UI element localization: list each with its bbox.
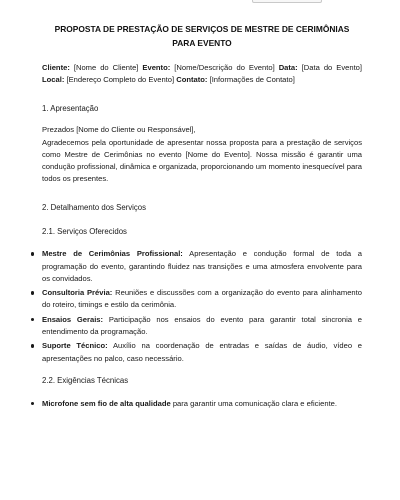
- bullet-icon: [31, 344, 34, 347]
- list-item: [42, 314, 362, 338]
- service-term: Mestre de Cerimônias Profissional:: [42, 249, 183, 259]
- service-term: Suporte Técnico:: [42, 341, 108, 351]
- date-label: Data:: [278, 63, 298, 72]
- service-desc: Reuniões e discussões com a organização do evento para alinhamento do roteiro, timings e estilo da cerimônia.: [42, 288, 362, 310]
- template-header-bar: [0, 0, 400, 6]
- requirement-term: Microfone sem fio de alta qualidade: [42, 398, 171, 408]
- bullet-icon: [31, 291, 34, 294]
- location-value: [Endereço Completo do Evento]: [64, 75, 177, 85]
- intro-paragraph: Agradecemos pela oportunidade de apresentar nossa proposta para a prestação de serviços como Mestre de Cerimônias no evento [Nome do Evento]. Nossa missão é garantir uma condução profissional, dinâmica e organizada, proporcionando um momento inesquecível para todos os presentes.: [42, 137, 362, 184]
- list-item: [42, 248, 362, 285]
- client-info-block: [42, 62, 362, 86]
- client-label: Cliente:: [42, 63, 70, 72]
- bullet-icon: [31, 318, 34, 321]
- list-item: [42, 287, 362, 311]
- document-page: [42, 22, 362, 412]
- date-value: [Data do Evento]: [297, 63, 363, 72]
- document-title: [42, 22, 362, 50]
- subsection-heading-services: 2.1. Serviços Oferecidos: [42, 227, 127, 237]
- document-title-line-1: PROPOSTA DE PRESTAÇÃO DE SERVIÇOS DE MESTRE DE CERIMÔNIAS: [54, 24, 350, 34]
- requirements-list: [42, 398, 362, 410]
- section-heading-details: 2. Detalhamento dos Serviços: [42, 203, 147, 213]
- event-value: [Nome/Descrição do Evento]: [170, 63, 279, 72]
- service-desc: Participação nos ensaios do evento para garantir total sincronia e entendimento da programação.: [42, 314, 363, 337]
- requirement-desc: para garantir uma comunicação clara e eficiente.: [170, 398, 338, 408]
- subsection-heading-requirements: 2.2. Exigências Técnicas: [42, 375, 129, 385]
- section-heading-presentation: 1. Apresentação: [42, 104, 99, 114]
- location-label: Local:: [42, 75, 65, 85]
- event-label: Evento:: [142, 63, 171, 72]
- service-term: Consultoria Prévia:: [42, 288, 113, 298]
- greeting-paragraph: Prezados [Nome do Cliente ou Responsável],: [42, 125, 196, 135]
- contact-value: [Informações de Contato]: [207, 75, 295, 85]
- bullet-icon: [31, 402, 34, 405]
- document-title-line-2: PARA EVENTO: [172, 38, 232, 48]
- edit-button[interactable]: [252, 0, 322, 3]
- service-desc: Auxílio na coordenação de entradas e saídas de áudio, vídeo e apresentações no palco, caso necessário.: [42, 341, 362, 363]
- contact-label: Contato:: [176, 75, 208, 85]
- bullet-icon: [31, 252, 34, 255]
- service-desc: Apresentação e condução formal de toda a programação do evento, garantindo fluidez nas transições e uma atmosfera envolvente para os convidados.: [42, 249, 362, 283]
- services-list: [42, 248, 362, 364]
- list-item: [42, 340, 362, 364]
- service-term: Ensaios Gerais:: [42, 314, 104, 324]
- list-item: [42, 398, 362, 410]
- client-value: [Nome do Cliente]: [69, 63, 143, 72]
